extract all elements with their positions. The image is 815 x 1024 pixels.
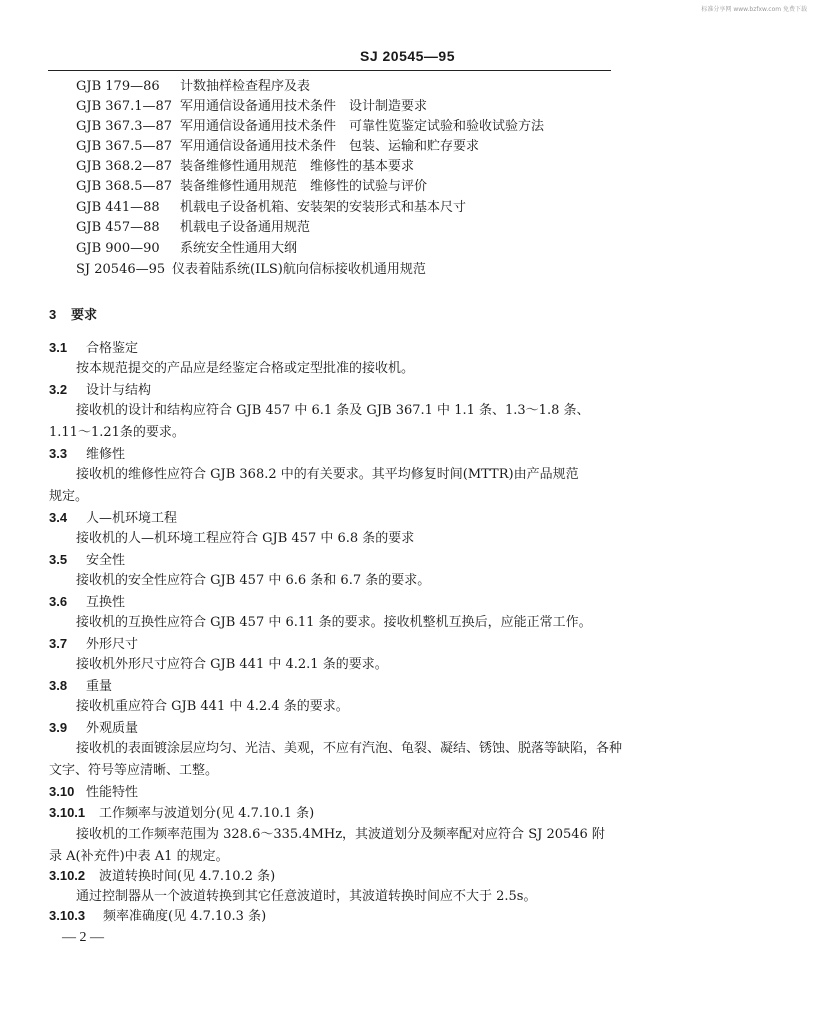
subsection-number: 3.8 <box>49 678 68 693</box>
subsection-title: 合格鉴定 <box>86 341 139 356</box>
paragraph: 接收机重应符合 GJB 441 中 4.2.4 条的要求。 <box>76 699 349 714</box>
reference-code: GJB 457—88 <box>76 220 160 235</box>
reference-title: 仪表着陆系统(ILS)航向信标接收机通用规范 <box>172 262 426 277</box>
clause-number: 3.10.1 <box>49 805 86 820</box>
paragraph: 接收机的工作频率范围为 328.6～335.4MHz，其波道划分及频率配对应符合 SJ 20546 附 <box>76 827 605 842</box>
subsection-title: 人—机环境工程 <box>86 511 178 526</box>
subsection-number: 3.4 <box>49 510 68 525</box>
subsection-heading <box>49 444 125 465</box>
paragraph: 按本规范提交的产品应是经鉴定合格或定型批准的接收机。 <box>76 361 415 376</box>
subsection-title: 安全性 <box>86 553 126 568</box>
subsection-heading <box>49 782 138 803</box>
corner-watermark: 标准分享网 www.bzfxw.com 免费下载 <box>701 6 807 13</box>
subsection-number: 3.6 <box>49 594 68 609</box>
subsection-title: 外形尺寸 <box>86 637 139 652</box>
paragraph-continuation: 1.11～1.21条的要求。 <box>49 425 185 440</box>
reference-title: 机载电子设备机箱、安装架的安装形式和基本尺寸 <box>180 200 467 215</box>
subsection-heading <box>49 508 177 529</box>
reference-code: GJB 368.5—87 <box>76 179 173 194</box>
reference-code: GJB 900—90 <box>76 241 160 256</box>
reference-code: GJB 441—88 <box>76 200 160 215</box>
paragraph-continuation: 录 A(补充件)中表 A1 的规定。 <box>49 849 229 864</box>
reference-code: GJB 367.1—87 <box>76 99 173 114</box>
subsection-heading <box>49 634 138 655</box>
reference-code: GJB 368.2—87 <box>76 159 173 174</box>
subsection-heading <box>49 592 125 613</box>
clause-heading <box>49 906 266 927</box>
reference-title: 军用通信设备通用技术条件 包装、运输和贮存要求 <box>180 139 480 154</box>
clause-heading <box>49 866 275 887</box>
subsection-number: 3.10 <box>49 784 75 799</box>
reference-title: 军用通信设备通用技术条件 可靠性览鉴定试验和验收试验方法 <box>180 119 545 134</box>
subsection-title: 重量 <box>86 679 113 694</box>
clause-heading <box>49 803 314 824</box>
reference-code: SJ 20546—95 <box>76 262 166 277</box>
section-heading <box>49 305 97 326</box>
subsection-title: 互换性 <box>86 595 126 610</box>
subsection-heading <box>49 338 138 359</box>
paragraph: 接收机的设计和结构应符合 GJB 457 中 6.1 条及 GJB 367.1 中 1.1 条、1.3～1.8 条、 <box>76 403 590 418</box>
reference-code: GJB 179—86 <box>76 79 160 94</box>
subsection-number: 3.7 <box>49 636 68 651</box>
clause-number: 3.10.2 <box>49 868 86 883</box>
section-number: 3 <box>49 307 57 322</box>
subsection-title: 维修性 <box>86 447 126 462</box>
reference-title: 军用通信设备通用技术条件 设计制造要求 <box>180 99 428 114</box>
subsection-number: 3.5 <box>49 552 68 567</box>
subsection-title: 性能特性 <box>86 785 139 800</box>
subsection-heading <box>49 718 138 739</box>
paragraph: 接收机外形尺寸应符合 GJB 441 中 4.2.1 条的要求。 <box>76 657 388 672</box>
subsection-number: 3.9 <box>49 720 68 735</box>
subsection-title: 外观质量 <box>86 721 139 736</box>
paragraph-continuation: 文字、符号等应清晰、工整。 <box>49 763 219 778</box>
page-header: SJ 20545—95 <box>359 48 456 64</box>
paragraph-continuation: 规定。 <box>49 489 89 504</box>
paragraph: 通过控制器从一个波道转换到其它任意波道时，其波道转换时间应不大于 2.5s。 <box>76 889 537 904</box>
subsection-title: 设计与结构 <box>86 383 152 398</box>
subsection-heading <box>49 676 112 697</box>
header-rule <box>48 70 611 71</box>
clause-number: 3.10.3 <box>49 908 86 923</box>
subsection-number: 3.1 <box>49 340 68 355</box>
clause-title: 波道转换时间(见 4.7.10.2 条) <box>99 869 276 884</box>
paragraph: 接收机的表面镀涂层应均匀、光洁、美观，不应有汽泡、龟裂、凝结、锈蚀、脱落等缺陷，各种 <box>76 741 623 756</box>
reference-title: 装备维修性通用规范 维修性的基本要求 <box>180 159 415 174</box>
subsection-heading <box>49 380 151 401</box>
clause-title: 频率准确度(见 4.7.10.3 条) <box>103 909 267 924</box>
section-title: 要求 <box>71 308 98 323</box>
reference-code: GJB 367.3—87 <box>76 119 173 134</box>
paragraph: 接收机的维修性应符合 GJB 368.2 中的有关要求。其平均修复时间(MTTR)由产品规范 <box>76 467 579 482</box>
reference-title: 装备维修性通用规范 维修性的试验与评价 <box>180 179 428 194</box>
reference-title: 计数抽样检查程序及表 <box>180 79 311 94</box>
clause-title: 工作频率与波道划分(见 4.7.10.1 条) <box>99 806 315 821</box>
subsection-heading <box>49 550 125 571</box>
paragraph: 接收机的互换性应符合 GJB 457 中 6.11 条的要求。接收机整机互换后，应能正常工作。 <box>76 615 592 630</box>
reference-code: GJB 367.5—87 <box>76 139 173 154</box>
paragraph: 接收机的人—机环境工程应符合 GJB 457 中 6.8 条的要求 <box>76 531 415 546</box>
reference-title: 机载电子设备通用规范 <box>180 220 311 235</box>
subsection-number: 3.3 <box>49 446 68 461</box>
page-number: — 2 — <box>62 930 104 945</box>
reference-title: 系统安全性通用大纲 <box>180 241 298 256</box>
subsection-number: 3.2 <box>49 382 68 397</box>
paragraph: 接收机的安全性应符合 GJB 457 中 6.6 条和 6.7 条的要求。 <box>76 573 431 588</box>
